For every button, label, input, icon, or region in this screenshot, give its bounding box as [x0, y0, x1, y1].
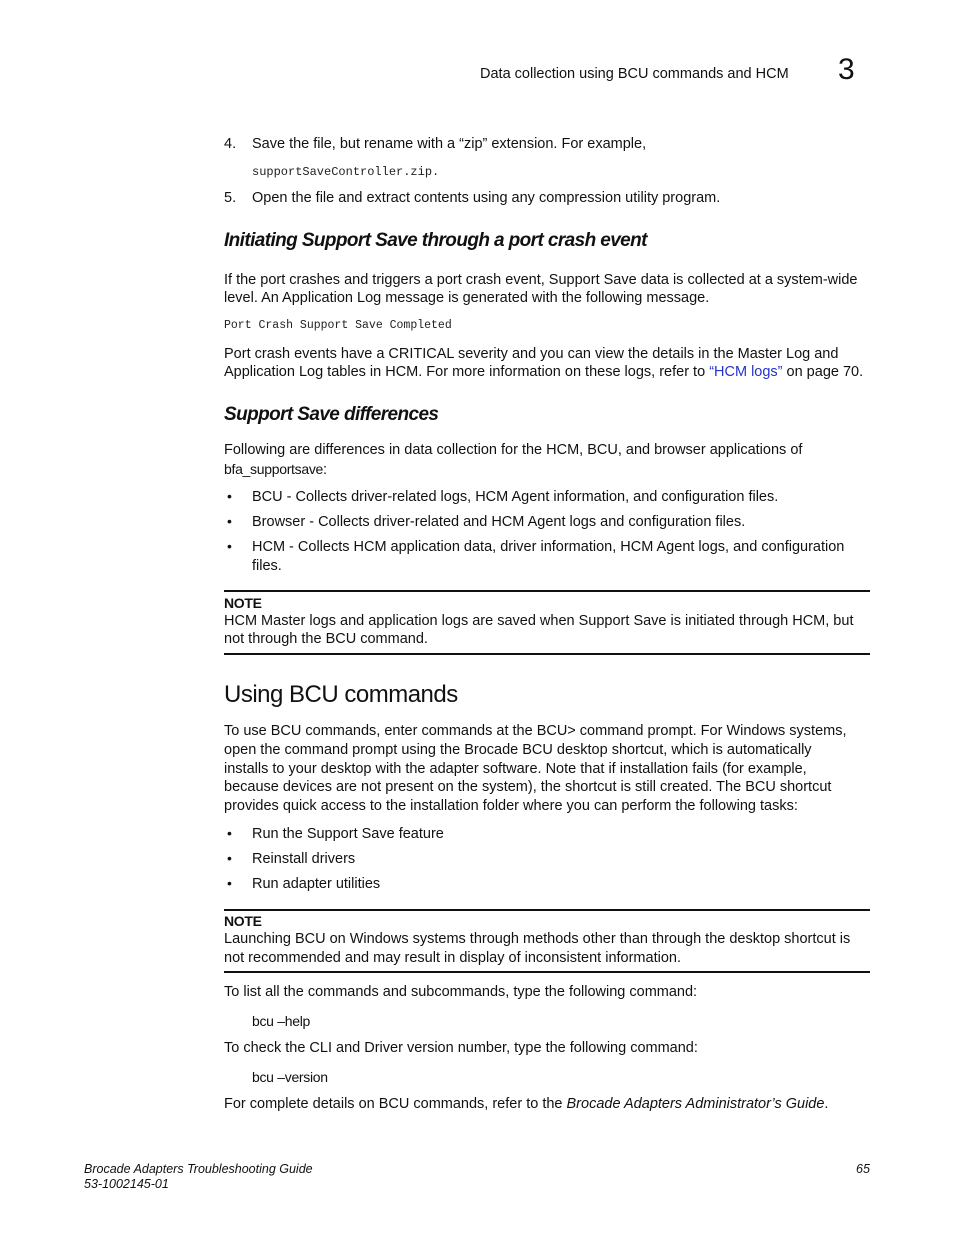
port-crash-para2-post: on page 70. [782, 364, 864, 380]
bullet-icon: • [227, 875, 232, 891]
note-label: NOTE [224, 595, 262, 611]
admin-guide-title: Brocade Adapters Administrator’s Guide [566, 1096, 825, 1112]
bullet-icon: • [227, 850, 232, 866]
differences-bullet-browser: Browser - Collects driver-related and HCM Agent logs and configuration files. [252, 514, 746, 530]
details-pre: For complete details on BCU commands, refer to the [224, 1096, 567, 1112]
port-crash-para2-line2 [224, 363, 863, 382]
using-bcu-heading: Using BCU commands [224, 681, 458, 708]
using-bcu-para-line1: To use BCU commands, enter commands at the BCU> command prompt. For Windows systems, [224, 723, 847, 739]
differences-intro-line1: Following are differences in data collection for the HCM, BCU, and browser applications of [224, 442, 803, 458]
footer-doc-number: 53-1002145-01 [84, 1177, 169, 1191]
step-4-text: Save the file, but rename with a “zip” extension. For example, [252, 136, 647, 152]
running-header: Data collection using BCU commands and HCM [480, 66, 789, 82]
hcm-logs-link[interactable]: “HCM logs” [709, 364, 783, 380]
port-crash-para1-line1: If the port crashes and triggers a port crash event, Support Save data is collected at a system-wide [224, 272, 858, 288]
differences-intro-line2 [224, 460, 327, 480]
task-bullet-reinstall: Reinstall drivers [252, 851, 356, 867]
list-commands-text: To list all the commands and subcommands, type the following command: [224, 984, 698, 1000]
step-5-text: Open the file and extract contents using any compression utility program. [252, 190, 721, 206]
port-crash-heading: Initiating Support Save through a port crash event [224, 230, 647, 251]
port-crash-code: Port Crash Support Save Completed [224, 319, 452, 332]
step-5-number: 5. [224, 190, 237, 206]
note-label: NOTE [224, 913, 262, 929]
note-bottom-rule [224, 653, 870, 655]
details-text [224, 1095, 828, 1114]
using-bcu-para-line3: installs to your desktop with the adapter software. Note that if installation fails (for example, [224, 761, 807, 777]
footer-doc-title: Brocade Adapters Troubleshooting Guide [84, 1162, 313, 1176]
details-post: . [824, 1096, 829, 1112]
using-bcu-para-line4: because devices are not present on the system), the shortcut is still created. The BCU shortcut [224, 779, 832, 795]
step-4-number: 4. [224, 136, 237, 152]
bcu-help-command: bcu –help [252, 1013, 311, 1029]
step-4-code: supportSaveController.zip. [252, 165, 440, 179]
bcu-version-command: bcu –version [252, 1069, 328, 1085]
note-bottom-rule [224, 971, 870, 973]
using-bcu-para-line5: provides quick access to the installation folder where you can perform the following tasks: [224, 798, 798, 814]
chapter-number: 3 [838, 53, 855, 86]
note2-line2: not recommended and may result in display of inconsistent information. [224, 950, 681, 966]
footer-page-number: 65 [856, 1162, 870, 1176]
task-bullet-utilities: Run adapter utilities [252, 876, 381, 892]
note1-line2: not through the BCU command. [224, 631, 428, 647]
differences-intro-colon: : [323, 462, 328, 478]
version-text: To check the CLI and Driver version number, type the following command: [224, 1040, 698, 1056]
note-top-rule [224, 590, 870, 592]
bullet-icon: • [227, 513, 232, 529]
differences-bullet-hcm-cont: files. [252, 558, 282, 574]
port-crash-para1-line2: level. An Application Log message is generated with the following message. [224, 290, 710, 306]
port-crash-para2-pre: Application Log tables in HCM. For more information on these logs, refer to [224, 364, 710, 380]
port-crash-para2-line1: Port crash events have a CRITICAL severity and you can view the details in the Master Log and [224, 346, 839, 362]
differences-bullet-bcu: BCU - Collects driver-related logs, HCM Agent information, and configuration files. [252, 489, 779, 505]
bullet-icon: • [227, 825, 232, 841]
task-bullet-support-save: Run the Support Save feature [252, 826, 444, 842]
differences-bullet-hcm: HCM - Collects HCM application data, driver information, HCM Agent logs, and configuration [252, 539, 845, 555]
differences-heading: Support Save differences [224, 404, 439, 425]
note2-line1: Launching BCU on Windows systems through methods other than through the desktop shortcut is [224, 931, 851, 947]
bfa-supportsave-command: bfa_supportsave [224, 461, 324, 477]
bullet-icon: • [227, 538, 232, 554]
bullet-icon: • [227, 488, 232, 504]
note1-line1: HCM Master logs and application logs are saved when Support Save is initiated through HCM, but [224, 613, 854, 629]
using-bcu-para-line2: open the command prompt using the Brocade BCU desktop shortcut, which is automatically [224, 742, 812, 758]
note-top-rule [224, 909, 870, 911]
